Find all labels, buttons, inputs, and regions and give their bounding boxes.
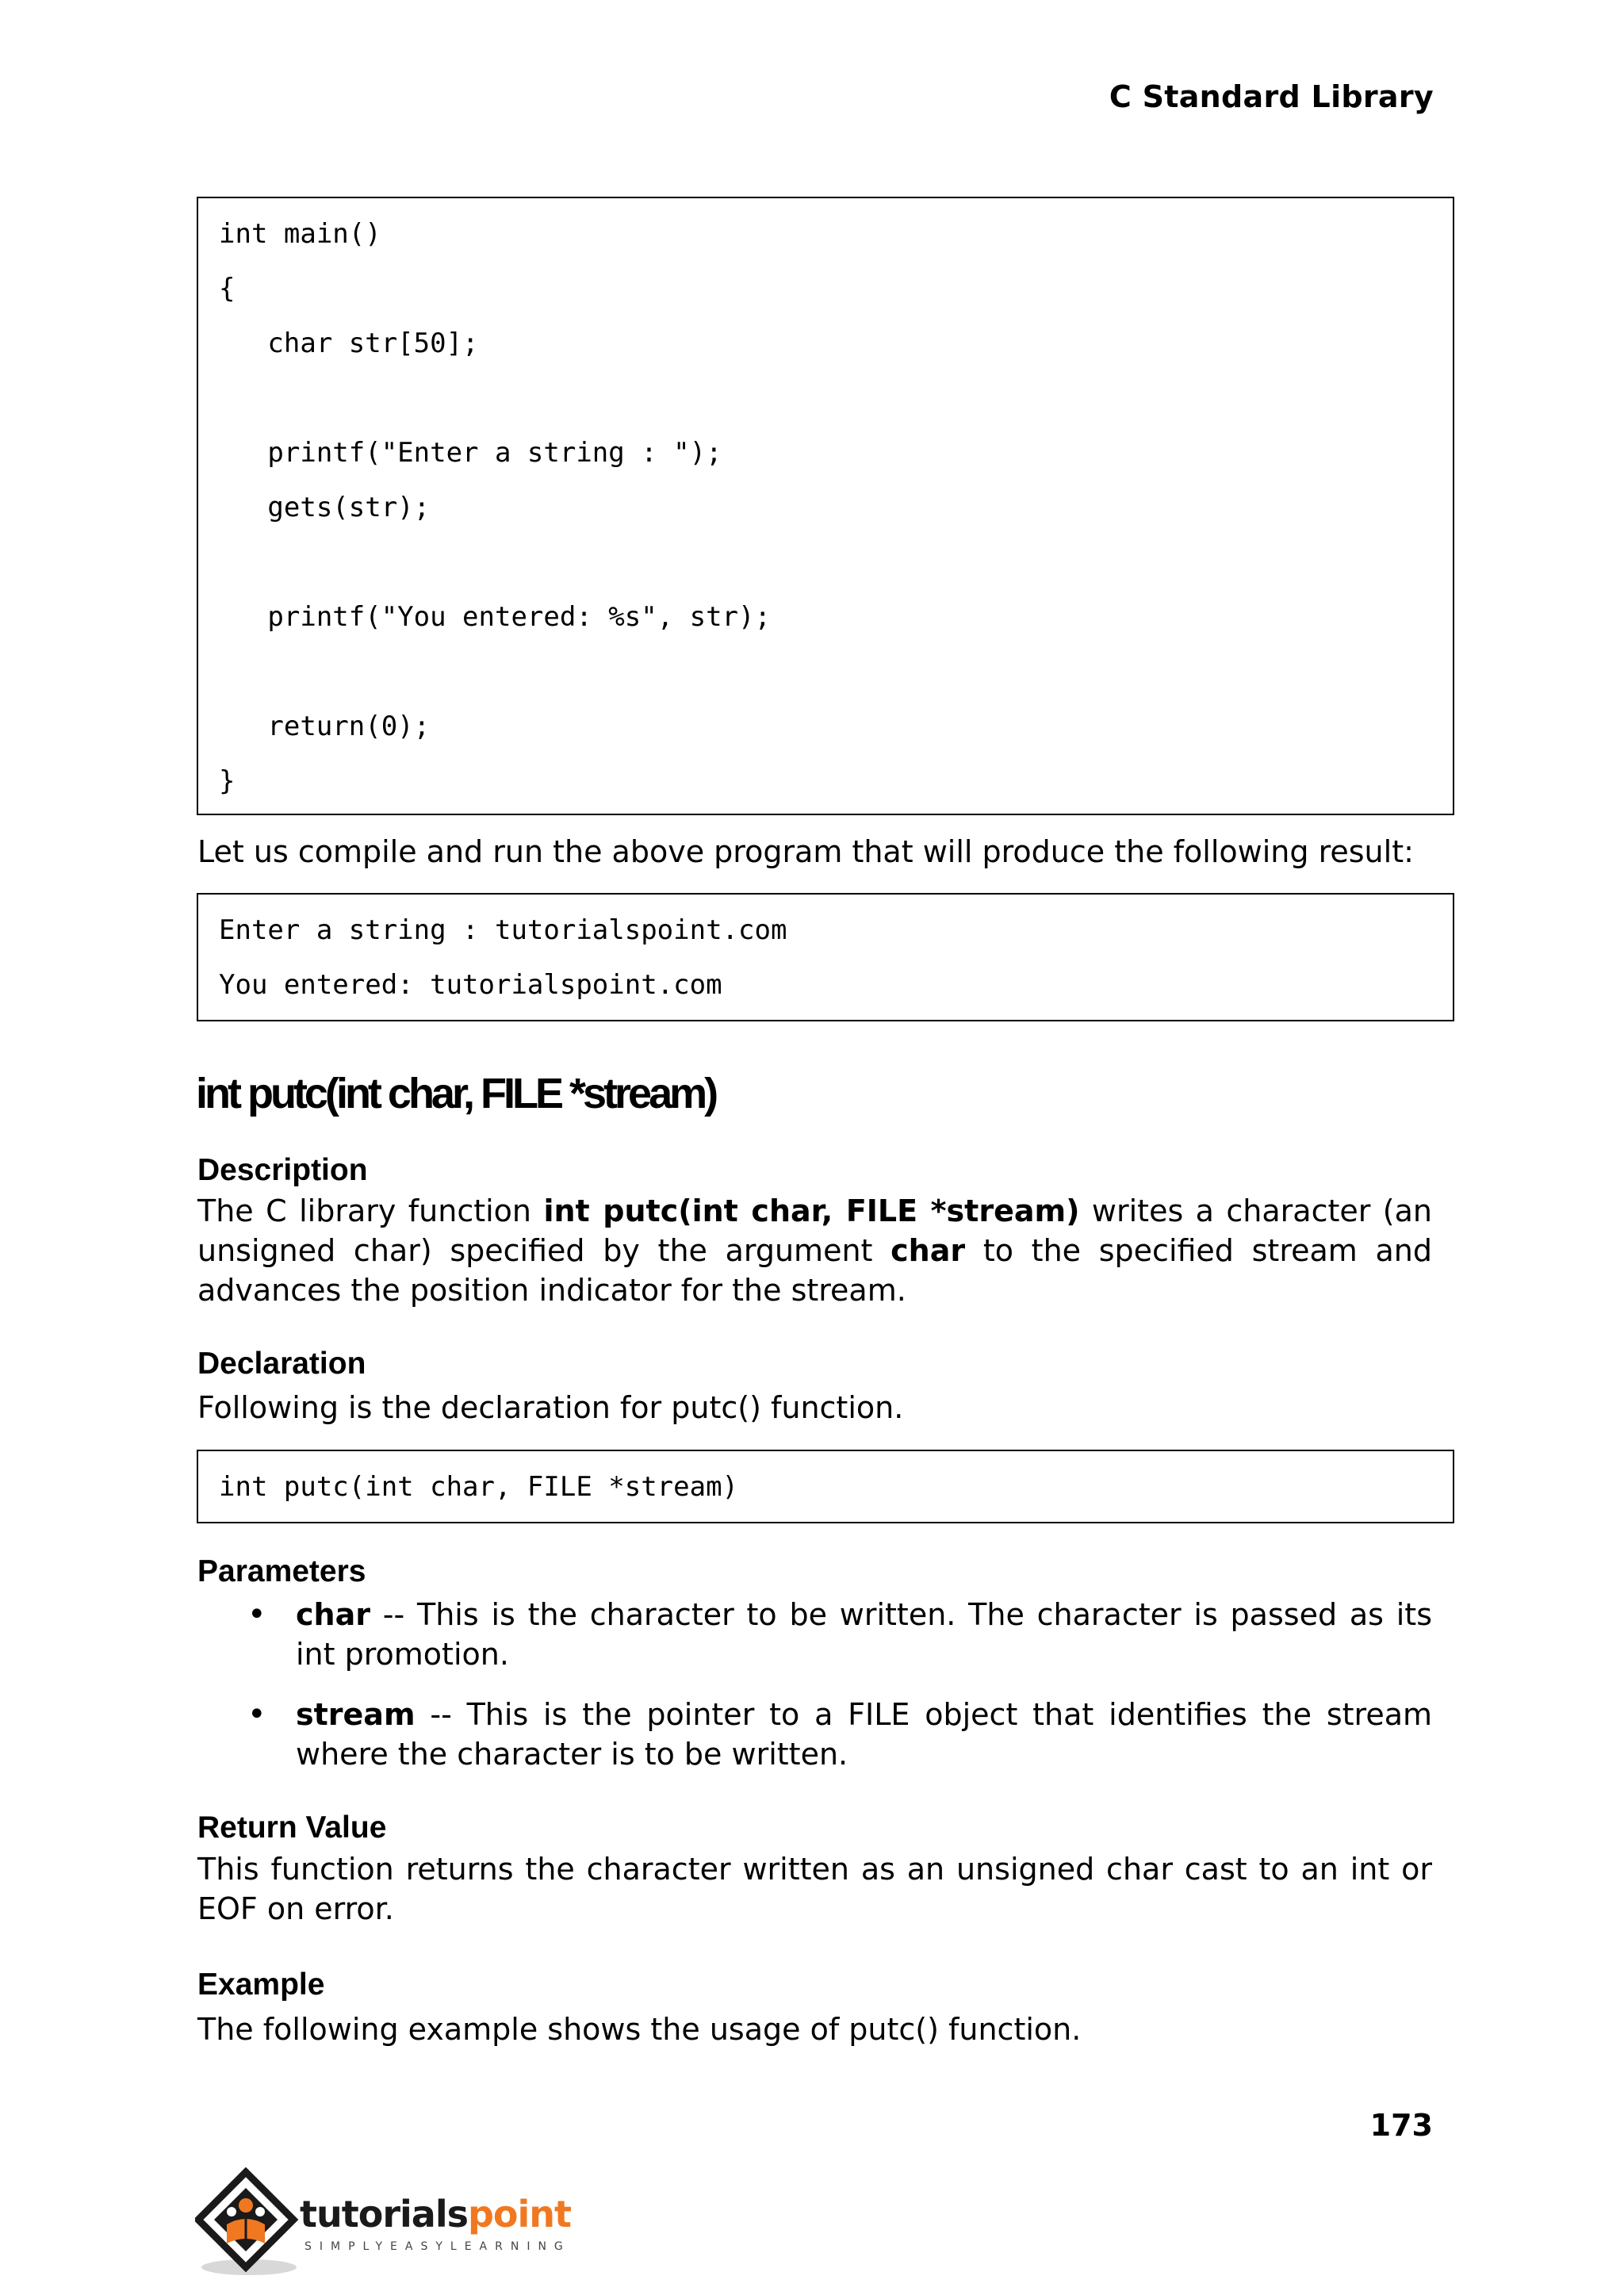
declaration-code: int putc(int char, FILE *stream)	[219, 1471, 739, 1503]
page-number: 173	[1369, 2108, 1433, 2143]
declaration-text: Following is the declaration for putc() function.	[197, 1390, 904, 1425]
code-line: }	[219, 765, 236, 797]
output-block	[197, 893, 1454, 1021]
description-heading: Description	[197, 1153, 368, 1187]
code-line: {	[219, 273, 236, 305]
tutorialspoint-logo	[195, 2167, 572, 2278]
description-argument: char	[891, 1233, 966, 1268]
code-line: int main()	[219, 218, 381, 250]
logo-wordmark	[300, 2193, 572, 2236]
description-function-signature: int putc(int char, FILE *stream)	[543, 1193, 1080, 1228]
code-line: char str[50];	[219, 328, 479, 359]
page-header-title: C Standard Library	[1109, 79, 1434, 114]
section-title: int putc(int char, FILE *stream)	[196, 1070, 716, 1117]
bullet-icon: •	[247, 1596, 266, 1633]
code-block-main	[197, 197, 1454, 815]
parameter-description: -- This is the pointer to a FILE object that identifies the stream where the character is to be written.	[296, 1697, 1432, 1772]
output-line: You entered: tutorialspoint.com	[219, 969, 722, 1001]
description-text-middle: writes a character (an unsigned char) specified by the argument	[197, 1193, 1433, 1268]
example-heading: Example	[197, 1967, 325, 2002]
code-line: return(0);	[219, 711, 431, 742]
description-text-after: to the specified stream and advances the position indicator for the stream.	[197, 1233, 1432, 1308]
description-text-before: The C library function	[197, 1193, 544, 1228]
parameters-heading: Parameters	[197, 1554, 366, 1588]
logo-word-tutorials: tutorials	[300, 2193, 468, 2236]
code-line: printf("You entered: %s", str);	[219, 601, 771, 633]
parameter-name: stream	[296, 1697, 416, 1732]
parameter-name: char	[296, 1597, 370, 1632]
declaration-heading: Declaration	[197, 1347, 366, 1381]
parameter-description: -- This is the character to be written. The character is passed as its int promotion.	[296, 1597, 1432, 1672]
return-value-text: This function returns the character written as an unsigned char cast to an int or EOF on error.	[197, 1852, 1432, 1926]
description-text	[197, 1191, 1432, 1310]
logo-tagline: SIMPLYEASYLEARNING	[304, 2240, 571, 2253]
logo-emblem-icon	[195, 2167, 306, 2278]
return-value-heading: Return Value	[197, 1810, 387, 1845]
code-line: gets(str);	[219, 492, 431, 523]
bullet-icon: •	[247, 1696, 266, 1733]
example-text: The following example shows the usage of putc() function.	[197, 2012, 1082, 2047]
code-line: printf("Enter a string : ");	[219, 437, 722, 469]
output-line: Enter a string : tutorialspoint.com	[219, 914, 787, 946]
declaration-code-block	[197, 1450, 1454, 1523]
intro-text: Let us compile and run the above program that will produce the following result:	[197, 834, 1414, 869]
logo-word-point: point	[467, 2193, 572, 2236]
parameter-item-char	[296, 1595, 1432, 1674]
parameter-item-stream	[296, 1695, 1432, 1774]
